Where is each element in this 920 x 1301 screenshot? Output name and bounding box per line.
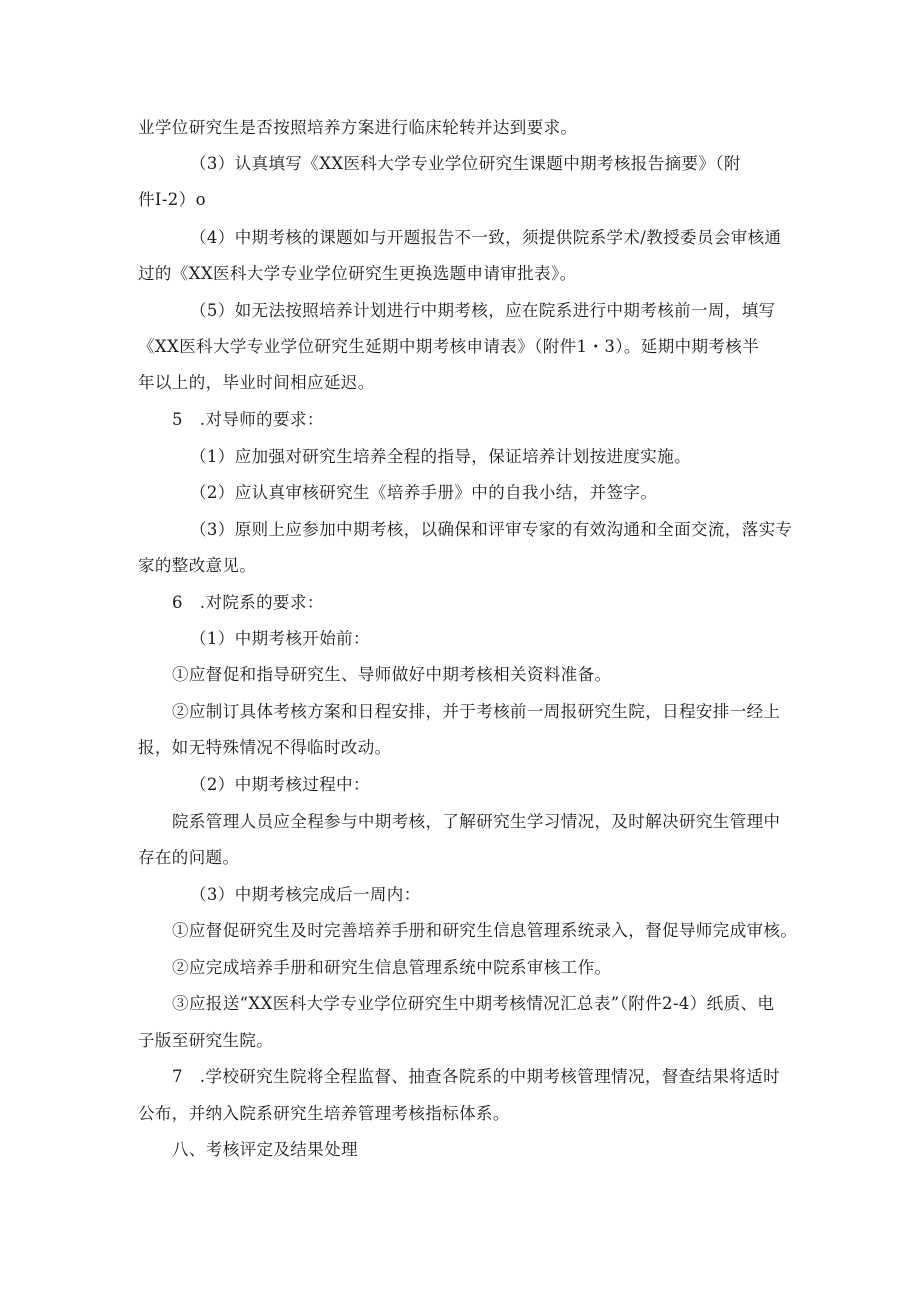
- text-line: 7 .学校研究生院将全程监督、抽查各院系的中期考核管理情况，督查结果将适时: [172, 1067, 781, 1086]
- text-line: （4）中期考核的课题如与开题报告不一致，须提供院系学术/教授委员会审核通: [190, 228, 782, 247]
- text-line: （5）如无法按照培养计划进行中期考核，应在院系进行中期考核前一周，填写: [190, 301, 776, 320]
- text-line: 《XX医科大学专业学位研究生延期中期考核申请表》（附件1・3）。延期中期考核半: [138, 337, 760, 356]
- text-line: （3）中期考核完成后一周内：: [190, 885, 421, 904]
- text-line: （1）中期考核开始前：: [190, 629, 370, 648]
- text-line: 存在的问题。: [138, 848, 240, 867]
- text-line: ①应督促研究生及时完善培养手册和研究生信息管理系统录入，督促导师完成审核。: [172, 921, 798, 940]
- text-line: ③应报送“XX医科大学专业学位研究生中期考核情况汇总表”（附件2-4）纸质、电: [172, 994, 775, 1013]
- text-line: 年以上的，毕业时间相应延迟。: [138, 373, 375, 392]
- text-line: ①应督促和指导研究生、导师做好中期考核相关资料准备。: [172, 665, 612, 684]
- text-line: ②应完成培养手册和研究生信息管理系统中院系审核工作。: [172, 958, 612, 977]
- text-line: 6 .对院系的要求：: [172, 593, 324, 612]
- text-line: 件I-2）o: [138, 190, 206, 209]
- text-line: 报，如无特殊情况不得临时改动。: [138, 738, 392, 757]
- text-line: ②应制订具体考核方案和日程安排，并于考核前一周报研究生院，日程安排一经上: [172, 702, 781, 721]
- text-line: 业学位研究生是否按照培养方案进行临床轮转并达到要求。: [138, 118, 578, 137]
- text-line: （1）应加强对研究生培养全程的指导，保证培养计划按进度实施。: [190, 447, 691, 466]
- text-line: 家的整改意见。: [138, 556, 257, 575]
- text-line: （3）认真填写《XX医科大学专业学位研究生课题中期考核报告摘要》（附: [190, 154, 741, 173]
- text-line: 过的《XX医科大学专业学位研究生更换选题申请审批表》。: [138, 264, 577, 283]
- text-line: （3）原则上应参加中期考核，以确保和评审专家的有效沟通和全面交流，落实专: [190, 520, 793, 539]
- text-line: 5 .对导师的要求：: [172, 410, 324, 429]
- text-line: 公布，并纳入院系研究生培养管理考核指标体系。: [138, 1104, 510, 1123]
- text-line: （2）中期考核过程中：: [190, 775, 370, 794]
- section-heading: 八、考核评定及结果处理: [172, 1140, 358, 1159]
- text-line: 子版至研究生院。: [138, 1031, 274, 1050]
- text-line: （2）应认真审核研究生《培养手册》中的自我小结，并签字。: [190, 483, 658, 502]
- text-line: 院系管理人员应全程参与中期考核，了解研究生学习情况，及时解决研究生管理中: [172, 812, 781, 831]
